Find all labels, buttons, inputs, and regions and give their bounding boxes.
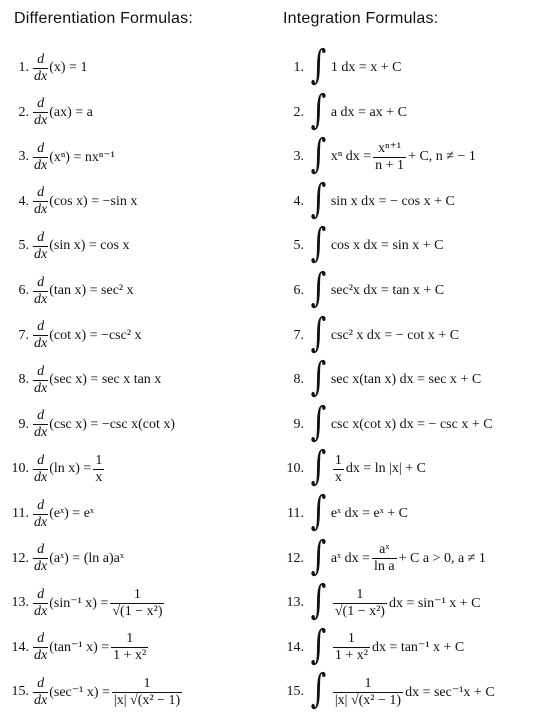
integral-sign-icon: ∫ — [310, 577, 327, 624]
int-formula-row — [283, 621, 465, 670]
derivative-operator — [33, 230, 48, 263]
formula-number: 13. — [11, 595, 29, 611]
derivative-operator — [33, 364, 48, 397]
dx-denominator: dx — [34, 291, 48, 307]
result-fraction — [112, 676, 182, 709]
dx-denominator: dx — [34, 157, 48, 173]
integrand-text: csc x(cot x) dx = − csc x + C — [330, 416, 493, 432]
formula-number: 13. — [286, 595, 304, 611]
int-formula-row — [283, 666, 495, 714]
dx-denominator: dx — [34, 113, 48, 129]
d-numerator: d — [37, 631, 45, 647]
derivative-text: (tan x) = sec² x — [49, 283, 134, 298]
formula-number: 14. — [11, 639, 29, 655]
derivative-text: (csc x) = −csc x(cot x) — [49, 416, 176, 432]
derivative-expression — [49, 372, 161, 388]
integral-sign-icon: ∫ — [310, 42, 327, 88]
integral-expression — [331, 283, 444, 299]
derivative-text: (cot x) = −csc² x — [49, 327, 142, 343]
derivative-text: (cos x) = −sin x — [49, 193, 138, 209]
integrand-text: sec²x dx = tan x + C — [330, 283, 445, 298]
derivative-operator — [33, 275, 48, 308]
integrand-text: aˣ dx = — [330, 550, 370, 566]
d-numerator: d — [37, 586, 45, 602]
diff-formula-row — [0, 670, 184, 714]
formula-number: 14. — [286, 639, 304, 655]
integral-sign-icon: ∫ — [310, 131, 327, 178]
d-numerator: d — [37, 497, 45, 513]
integral-expression — [331, 60, 402, 76]
dx-denominator: dx — [34, 425, 48, 441]
integral-fraction — [373, 141, 406, 174]
derivative-text: (aˣ) = (ln a)aˣ — [49, 550, 124, 566]
int-formula-row — [283, 398, 493, 447]
derivative-operator — [33, 542, 48, 575]
integral-sign-icon: ∫ — [310, 354, 327, 401]
integral-sign-icon: ∫ — [310, 309, 327, 356]
formula-number: 6. — [293, 283, 304, 298]
diff-formula-row — [0, 46, 87, 90]
int-formula-row — [283, 354, 482, 402]
integral-sign-icon: ∫ — [310, 532, 327, 579]
integral-expression — [331, 417, 493, 433]
int-formula-row — [283, 42, 402, 90]
integral-result-text: + C, n ≠ − 1 — [408, 149, 476, 165]
derivative-expression — [49, 328, 141, 344]
int-formula-row — [283, 175, 455, 224]
result-fraction — [111, 631, 148, 664]
formula-number: 2. — [18, 104, 29, 120]
derivative-operator — [33, 676, 48, 709]
integral-sign-icon: ∫ — [310, 666, 327, 713]
d-numerator: d — [37, 274, 45, 290]
derivative-expression — [49, 506, 94, 522]
derivative-operator — [33, 141, 48, 174]
derivative-text: (x) = 1 — [49, 60, 88, 75]
fraction-denominator: x — [334, 469, 342, 485]
formula-number: 9. — [18, 416, 29, 432]
diff-formula-row — [0, 358, 161, 402]
dx-denominator: dx — [34, 380, 48, 396]
fraction-numerator: xⁿ⁺¹ — [378, 140, 402, 156]
fraction-numerator: 1 — [334, 452, 342, 468]
integral-fraction — [372, 542, 397, 575]
diff-formula-row — [0, 537, 124, 581]
integral-expression — [331, 328, 459, 344]
fraction-numerator: 1 — [95, 452, 103, 468]
fraction-numerator: 1 — [126, 631, 134, 647]
derivative-expression — [49, 60, 87, 76]
derivative-expression — [49, 453, 106, 486]
derivative-operator — [33, 498, 48, 531]
int-formula-row — [283, 265, 445, 313]
fraction-denominator: ln a — [374, 559, 395, 575]
dx-denominator: dx — [34, 692, 48, 708]
dx-denominator: dx — [34, 68, 48, 84]
derivative-expression — [49, 238, 129, 254]
derivative-text: (eˣ) = eˣ — [49, 506, 94, 521]
derivative-text: (sec⁻¹ x) = — [49, 684, 110, 700]
diff-formula-row — [0, 135, 115, 179]
integral-fraction — [333, 587, 387, 620]
derivative-operator — [33, 185, 48, 218]
int-formula-row — [283, 532, 486, 581]
diff-formula-row — [0, 581, 166, 625]
result-fraction — [93, 453, 104, 486]
formula-number: 5. — [293, 238, 304, 254]
d-numerator: d — [37, 319, 45, 335]
formula-number: 11. — [12, 506, 29, 521]
integral-expression — [331, 676, 495, 709]
fraction-denominator: √(1 − x²) — [334, 603, 385, 619]
integration-title: Integration Formulas: — [283, 10, 439, 27]
dx-denominator: dx — [34, 648, 48, 664]
formula-number: 10. — [11, 461, 29, 477]
fraction-denominator: 1 + x² — [113, 648, 147, 664]
formula-number: 4. — [293, 193, 304, 209]
diff-formula-row — [0, 492, 94, 536]
derivative-operator — [33, 408, 48, 441]
fraction-denominator: |x| √(x² − 1) — [334, 692, 402, 708]
dx-denominator: dx — [34, 202, 48, 218]
diff-formula-row — [0, 180, 137, 224]
derivative-expression — [49, 105, 93, 121]
diff-formula-row — [0, 447, 106, 491]
derivative-operator — [33, 453, 48, 486]
integrand-text: 1 dx = x + C — [330, 60, 402, 75]
int-formula-row — [283, 309, 460, 358]
d-numerator: d — [37, 96, 45, 112]
d-numerator: d — [37, 140, 45, 156]
derivative-operator — [33, 96, 48, 129]
dx-denominator: dx — [34, 469, 48, 485]
formula-number: 11. — [287, 506, 304, 521]
derivative-operator — [33, 52, 48, 85]
integral-expression — [331, 587, 481, 620]
fraction-denominator: √(1 − x²) — [112, 603, 163, 619]
dx-denominator: dx — [34, 514, 48, 530]
fraction-numerator: 1 — [364, 675, 372, 691]
derivative-operator — [33, 631, 48, 664]
derivative-text: (sin⁻¹ x) = — [49, 595, 109, 611]
result-fraction — [110, 587, 164, 620]
formula-number: 4. — [18, 193, 29, 209]
derivative-text: (sin x) = cos x — [49, 238, 130, 254]
derivative-expression — [49, 149, 115, 166]
formula-number: 8. — [18, 372, 29, 388]
derivative-expression — [49, 417, 175, 433]
integrand-text: xⁿ dx = — [330, 149, 372, 165]
derivative-expression — [49, 551, 124, 567]
int-formula-row — [283, 86, 407, 135]
fraction-numerator: 1 — [143, 675, 151, 691]
dx-denominator: dx — [34, 559, 48, 575]
integral-fraction — [333, 676, 403, 709]
d-numerator: d — [37, 363, 45, 379]
integral-expression — [331, 105, 407, 121]
diff-formula-row — [0, 403, 175, 447]
integral-sign-icon: ∫ — [310, 443, 327, 490]
integral-sign-icon: ∫ — [310, 621, 327, 668]
derivative-text: (sec x) = sec x tan x — [49, 372, 162, 388]
dx-denominator: dx — [34, 336, 48, 352]
d-numerator: d — [37, 51, 45, 67]
integral-fraction — [333, 631, 370, 664]
diff-formula-row — [0, 91, 93, 135]
derivative-text: (ax) = a — [49, 104, 93, 120]
d-numerator: d — [37, 675, 45, 691]
formula-number: 10. — [286, 461, 304, 477]
derivative-operator — [33, 587, 48, 620]
integral-result-text: dx = ln |x| + C — [345, 461, 426, 477]
derivative-expression — [49, 631, 150, 664]
fraction-numerator: 1 — [356, 586, 364, 602]
diff-formula-row — [0, 314, 142, 358]
integral-expression — [331, 194, 455, 210]
derivative-expression — [49, 194, 137, 210]
diff-formula-row — [0, 269, 134, 313]
integral-result-text: dx = sin⁻¹ x + C — [388, 595, 481, 611]
formula-number: 3. — [293, 149, 304, 165]
diff-formula-row — [0, 626, 150, 670]
formula-number: 12. — [11, 550, 29, 566]
derivative-expression — [49, 676, 184, 709]
integral-expression — [331, 506, 408, 522]
fraction-denominator: 1 + x² — [334, 648, 368, 664]
dx-denominator: dx — [34, 603, 48, 619]
integral-expression — [331, 141, 476, 174]
derivative-operator — [33, 319, 48, 352]
integrand-text: a dx = ax + C — [330, 104, 407, 120]
integral-result-text: + C a > 0, a ≠ 1 — [398, 550, 486, 566]
formula-number: 3. — [18, 149, 29, 165]
formula-number: 9. — [293, 416, 304, 432]
formula-number: 7. — [293, 327, 304, 343]
formula-number: 1. — [18, 60, 29, 75]
derivative-text: (tan⁻¹ x) = — [49, 640, 110, 656]
fraction-numerator: aˣ — [379, 542, 390, 558]
int-formula-row — [283, 488, 408, 536]
integrand-text: cos x dx = sin x + C — [330, 238, 444, 254]
integrand-text: csc² x dx = − cot x + C — [330, 327, 460, 343]
d-numerator: d — [37, 542, 45, 558]
fraction-numerator: 1 — [347, 631, 355, 647]
integral-result-text: dx = sec⁻¹x + C — [405, 684, 495, 700]
int-formula-row — [283, 443, 426, 491]
fraction-denominator: x — [95, 469, 103, 485]
integral-sign-icon: ∫ — [310, 175, 327, 222]
d-numerator: d — [37, 452, 45, 468]
integral-sign-icon: ∫ — [310, 488, 327, 534]
d-numerator: d — [37, 229, 45, 245]
differentiation-title: Differentiation Formulas: — [14, 10, 193, 27]
integrand-text: sin x dx = − cos x + C — [330, 193, 455, 209]
integral-sign-icon: ∫ — [310, 86, 327, 133]
integral-expression — [331, 542, 486, 575]
d-numerator: d — [37, 408, 45, 424]
derivative-text: (ln x) = — [49, 461, 92, 477]
dx-denominator: dx — [34, 246, 48, 262]
formula-number: 15. — [11, 684, 29, 700]
integral-expression — [331, 238, 444, 254]
derivative-expression — [49, 283, 133, 299]
formula-number: 2. — [293, 104, 304, 120]
d-numerator: d — [37, 185, 45, 201]
integral-sign-icon: ∫ — [310, 220, 327, 267]
formula-number: 7. — [18, 327, 29, 343]
integral-result-text: dx = tan⁻¹ x + C — [371, 640, 465, 656]
integrand-text: sec x(tan x) dx = sec x + C — [330, 372, 482, 388]
integral-fraction — [333, 453, 344, 486]
formula-number: 6. — [18, 283, 29, 298]
integral-expression — [331, 631, 464, 664]
integral-expression — [331, 372, 481, 388]
fraction-denominator: |x| √(x² − 1) — [113, 692, 181, 708]
fraction-numerator: 1 — [133, 586, 141, 602]
fraction-denominator: n + 1 — [375, 157, 405, 173]
int-formula-row — [283, 220, 444, 268]
integral-sign-icon: ∫ — [310, 398, 327, 445]
int-formula-row — [283, 131, 476, 179]
formula-number: 12. — [286, 550, 304, 566]
integrand-text: eˣ dx = eˣ + C — [330, 506, 408, 521]
derivative-text: (xⁿ) = nxⁿ⁻¹ — [49, 149, 115, 165]
diff-formula-row — [0, 224, 129, 268]
derivative-expression — [49, 587, 166, 620]
integral-expression — [331, 453, 426, 486]
int-formula-row — [283, 577, 481, 625]
integral-sign-icon: ∫ — [310, 265, 327, 311]
formula-number: 5. — [18, 238, 29, 254]
formula-number: 15. — [286, 684, 304, 700]
formula-number: 8. — [293, 372, 304, 388]
formula-number: 1. — [293, 60, 304, 75]
